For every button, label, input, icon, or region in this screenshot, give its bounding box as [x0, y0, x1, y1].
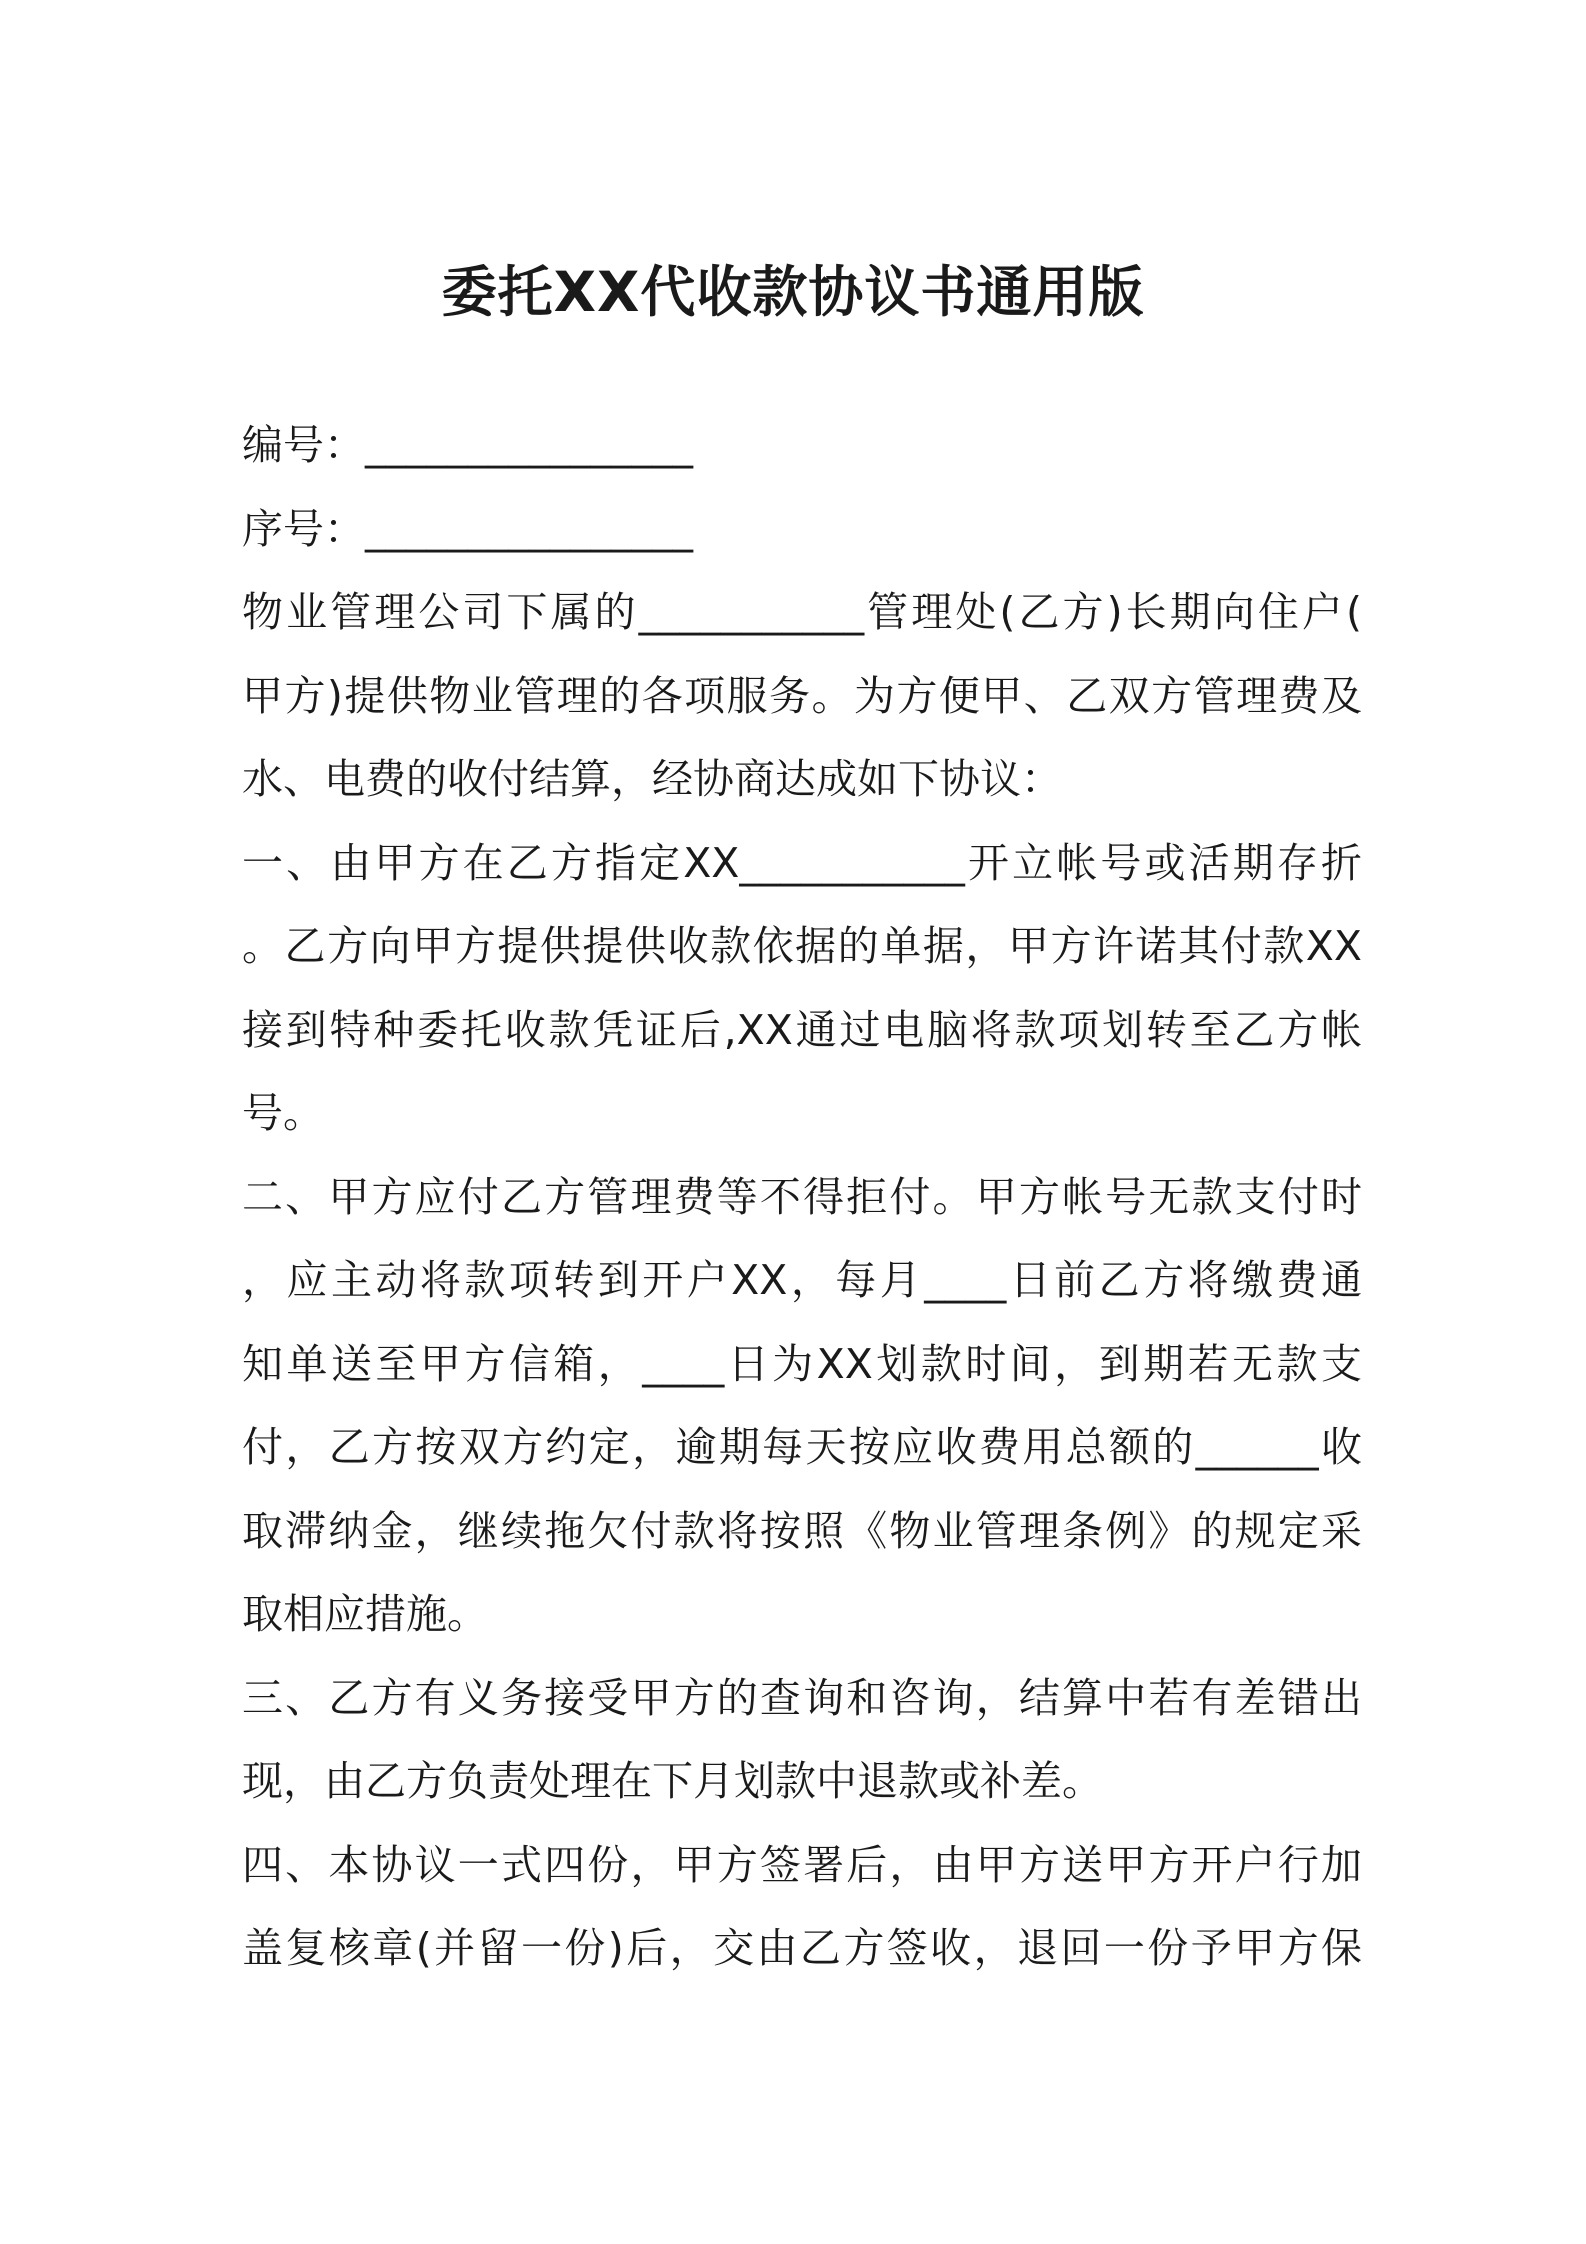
clause-1-line: 。乙方向甲方提供提供收款依据的单据，甲方许诺其付款XX: [242, 922, 1362, 970]
clause-2-line: 取滞纳金，继续拖欠付款将按照《物业管理条例》的规定采: [242, 1506, 1362, 1555]
document-title: 委托XX代收款协议书通用版: [441, 260, 1145, 324]
clause-2-line: ，应主动将款项转到开户XX，每月____日前乙方将缴费通: [242, 1256, 1362, 1304]
body-line: 水、电费的收付结算，经协商达成如下协议：: [242, 755, 1062, 803]
body-line: 甲方)提供物业管理的各项服务。为方便甲、乙双方管理费及: [242, 671, 1362, 720]
clause-1-line: 号。: [242, 1089, 324, 1137]
clause-1-line: 一、由甲方在乙方指定XX___________开立帐号或活期存折: [242, 838, 1362, 887]
clause-2-line: 二、甲方应付乙方管理费等不得拒付。甲方帐号无款支付时: [242, 1172, 1362, 1221]
sequence-number-line: 序号：________________: [242, 504, 693, 553]
clause-3-line: 现，由乙方负责处理在下月划款中退款或补差。: [242, 1757, 1103, 1805]
body-line: 物业管理公司下属的___________管理处(乙方)长期向住户(: [242, 588, 1362, 636]
clause-2-line: 取相应措施。: [242, 1590, 488, 1638]
clause-4-line: 四、本协议一式四份，甲方签署后，由甲方送甲方开户行加: [242, 1840, 1362, 1889]
clause-3-line: 三、乙方有义务接受甲方的查询和咨询，结算中若有差错出: [242, 1673, 1362, 1722]
clause-1-line: 接到特种委托收款凭证后,XX通过电脑将款项划转至乙方帐: [242, 1005, 1362, 1054]
clause-4-line: 盖复核章(并留一份)后，交由乙方签收，退回一份予甲方保: [242, 1924, 1362, 1972]
serial-number-line: 编号：________________: [242, 421, 693, 469]
document-body: [242, 404, 1362, 1991]
clause-2-line: 付，乙方按双方约定，逾期每天按应收费用总额的______收: [242, 1423, 1362, 1471]
clause-2-line: 知单送至甲方信箱，____日为XX划款时间，到期若无款支: [242, 1339, 1362, 1388]
